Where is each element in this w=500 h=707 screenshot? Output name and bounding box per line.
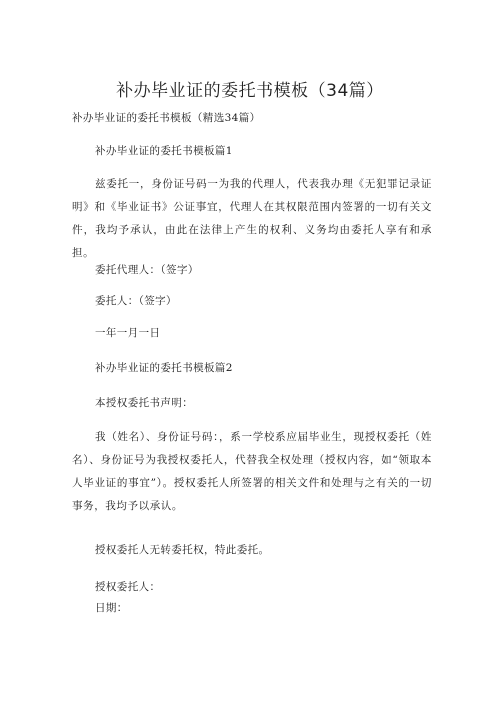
section-1-paragraph: 兹委托一，身份证号码一为我的代理人，代表我办理《无犯罪记录证明》和《毕业证书》公证事宜，代理人在其权限范围内签署的一切有关文件，我均予承认，由此在法律上产生的权利、义务均由委托人享有和承担。	[72, 178, 432, 259]
authorized-person-line: 授权委托人：	[95, 581, 161, 593]
agent-signature-line: 委托代理人：（签字）	[95, 264, 199, 276]
section-2-date-line: 日期：	[95, 602, 128, 614]
section-2-paragraph: 我（姓名）、身份证号码：，系一学校系应届毕业生，现授权委托（姓名）、身份证号为我授权委托人，代替我全权处理（授权内容，如“领取本人毕业证的事宜”）。授权委托人所签署的相关文件和处理与之有关的一切事务，我均予以承认。	[72, 431, 432, 512]
section-1-date: 一年一月一日	[95, 327, 161, 339]
principal-signature-line: 委托人：（签字）	[95, 295, 177, 307]
document-title: 补办毕业证的委托书模板（34篇）	[116, 81, 384, 101]
section-2-heading: 补办毕业证的委托书模板篇2	[95, 362, 233, 374]
document-subtitle: 补办毕业证的委托书模板（精选34篇）	[72, 112, 261, 124]
section-1-heading: 补办毕业证的委托书模板篇1	[95, 145, 233, 157]
authorization-statement: 本授权委托书声明：	[95, 397, 194, 409]
no-subdelegation-note: 授权委托人无转委托权，特此委托。	[95, 544, 270, 556]
